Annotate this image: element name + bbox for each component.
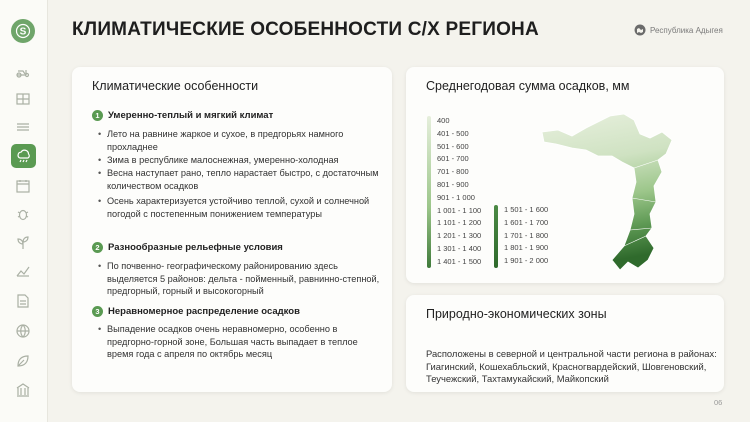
- legend-item: 1 501 - 1 600: [504, 205, 549, 214]
- legend-item: 1 701 - 1 800: [504, 230, 549, 240]
- legend-bar-left: [427, 116, 431, 268]
- sidebar-item-tractor[interactable]: [12, 63, 34, 81]
- legend-item: 1 101 - 1 200: [437, 218, 482, 228]
- page-title: КЛИМАТИЧЕСКИЕ ОСОБЕННОСТИ С/Х РЕГИОНА: [72, 19, 539, 40]
- sidebar: [0, 0, 48, 422]
- legend-item: 400: [437, 116, 450, 125]
- logo[interactable]: [11, 19, 35, 43]
- legend-item: 701 - 800: [437, 167, 469, 177]
- sidebar-item-globe[interactable]: [12, 322, 34, 340]
- legend-item: 1 001 - 1 100: [437, 205, 482, 215]
- plant-icon: [16, 236, 30, 250]
- calendar-icon: [16, 179, 30, 193]
- logo-icon: [15, 23, 31, 39]
- document-icon: [17, 294, 29, 308]
- region-map-icon: [634, 24, 646, 36]
- bullet-3-1: • Выпадение осадков очень неравномерно, особенно в предгорно-горной зоне, Большая часть выпадает в теплое время года с апреля по октябрь месяц: [107, 323, 382, 361]
- section-1-title: [92, 110, 273, 121]
- building-icon: [16, 383, 30, 397]
- sidebar-item-weather[interactable]: [11, 144, 36, 168]
- region-shape: [542, 114, 672, 270]
- legend-left: [437, 115, 481, 269]
- section-1-label: Умеренно-теплый и мягкий климат: [108, 110, 274, 121]
- grid-icon: [16, 93, 30, 105]
- bullet-1-4: • Осень характеризуется устойчиво теплой, сухой и солнечной погодой с постепенным понижением температуры: [107, 195, 382, 220]
- sidebar-item-building[interactable]: [12, 381, 34, 399]
- bullet-1-2: • Зима в республике малоснежная, умеренно-холодная: [107, 154, 382, 167]
- legend-item: 1 601 - 1 700: [504, 217, 549, 227]
- climate-card-heading: Климатические особенности: [92, 79, 259, 93]
- sidebar-item-grid[interactable]: [12, 90, 34, 108]
- legend-item: 501 - 600: [437, 141, 469, 151]
- section-1-number: 1: [92, 110, 103, 121]
- bullet-2-1: • По почвенно- географическому районированию здесь выделяется 5 районов: дельта - пойменный, равнинно-степной, предгорный, горный и высокогорный: [107, 260, 382, 298]
- precipitation-map: [538, 110, 718, 280]
- legend-item: 901 - 1 000: [437, 192, 475, 202]
- svg-text:S: S: [19, 26, 27, 38]
- legend-item: 1 301 - 1 400: [437, 243, 482, 253]
- legend-item: 801 - 900: [437, 179, 469, 189]
- page-number: 06: [714, 398, 723, 407]
- bullet-1-1: • Лето на равнине жаркое и сухое, в предгорьях намного прохладнее: [107, 128, 382, 153]
- sidebar-item-bug[interactable]: [12, 205, 34, 223]
- sidebar-item-leaf[interactable]: [12, 352, 34, 370]
- section-3-number: 3: [92, 306, 103, 317]
- section-2-label: Разнообразные рельефные условия: [108, 242, 283, 253]
- sidebar-item-document[interactable]: [12, 292, 34, 310]
- section-3-label: Неравномерное распределение осадков: [108, 306, 300, 317]
- leaf-icon: [16, 354, 30, 368]
- field-icon: [16, 121, 30, 133]
- chart-icon: [16, 265, 30, 277]
- bullet-1-3: • Весна наступает рано, тепло нарастает быстро, с достаточным количеством осадков: [107, 167, 382, 192]
- sidebar-item-calendar[interactable]: [12, 177, 34, 195]
- globe-icon: [16, 324, 30, 338]
- legend-bar-right: [494, 205, 498, 268]
- zones-card-heading: Природно-экономических зоны: [426, 307, 607, 321]
- legend-item: 1 401 - 1 500: [437, 256, 482, 266]
- sidebar-item-field[interactable]: [12, 118, 34, 136]
- sidebar-item-plant[interactable]: [12, 234, 34, 252]
- section-2-title: [92, 242, 283, 253]
- region-label: [634, 24, 723, 36]
- region-name: Республика Адыгея: [650, 25, 723, 35]
- bug-icon: [16, 207, 30, 221]
- precip-card-heading: Среднегодовая сумма осадков, мм: [426, 79, 630, 93]
- tractor-icon: [15, 66, 31, 78]
- sidebar-item-chart[interactable]: [12, 262, 34, 280]
- zones-text: Расположены в северной и центральной части региона в районах: Гиагинский, Кошехабльский, Красногвардейский, Шовгеновский, Теучежский, Тахтамукайский, Майкопский: [426, 348, 717, 384]
- legend-item: 401 - 500: [437, 128, 469, 138]
- legend-item: 1 201 - 1 300: [437, 231, 482, 241]
- section-2-number: 2: [92, 242, 103, 253]
- legend-item: 601 - 700: [437, 154, 469, 164]
- legend-item: 1 901 - 2 000: [504, 256, 549, 266]
- section-3-title: [92, 306, 300, 317]
- weather-icon: [16, 149, 32, 163]
- legend-item: 1 801 - 1 900: [504, 243, 549, 253]
